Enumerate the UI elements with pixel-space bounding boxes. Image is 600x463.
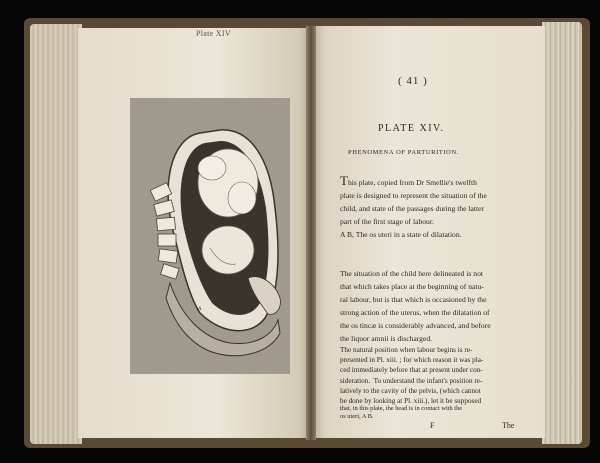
- intro-line: plate is designed to represent the situation of the: [340, 191, 487, 201]
- page-edges-right: [542, 22, 582, 444]
- para-line: latively to the cavity of the pelvis, (which cannot: [340, 386, 481, 395]
- paragraph-natural-position: [340, 345, 522, 406]
- intro-paragraph: [340, 173, 522, 241]
- para-line: be done by looking at Pl. xiii.), let it be supposed: [340, 397, 482, 406]
- para-line: os uteri, A B.: [340, 413, 374, 420]
- para-line: ral labour, but is that which is occasioned by the: [340, 295, 487, 305]
- label-b: B: [250, 307, 254, 312]
- signature-mark: F: [430, 421, 435, 430]
- intro-line: child, and state of the passages during the latter: [340, 204, 485, 214]
- para-line: The natural position when labour begins is re-: [340, 346, 473, 354]
- para-line: sideration. To understand the infant's position re-: [340, 376, 483, 385]
- label-a: A: [198, 307, 202, 312]
- page-number: ( 41 ): [398, 75, 428, 87]
- para-line: the liquor amnii is discharged.: [340, 334, 433, 344]
- fetus-arm: [228, 182, 256, 214]
- para-line: strong action of the uterus, when the dilatation of: [340, 308, 490, 318]
- intro-line: part of the first stage of labour.: [340, 217, 434, 227]
- para-line: ced immediately before that at present under con-: [340, 366, 483, 375]
- anatomical-plate-illustration: [130, 98, 290, 374]
- running-head: Plate XIV: [196, 29, 231, 38]
- para-line: that which takes place at the beginning of natu-: [340, 282, 484, 292]
- plate-subtitle: PHENOMENA OF PARTURITION.: [348, 149, 459, 156]
- paragraph-situation: [340, 267, 522, 346]
- page-edges-left: [30, 24, 82, 444]
- fetus-legs: [198, 156, 226, 180]
- catchword: The: [502, 421, 515, 430]
- drop-cap: T: [340, 173, 348, 188]
- fetus-head: [202, 226, 254, 274]
- para-line: The situation of the child here delineated is not: [340, 269, 483, 278]
- para-line: the os tincæ is considerably advanced, and before: [340, 321, 491, 331]
- para-line: that, in this plate, the head is in contact with the: [340, 405, 463, 412]
- para-line: presented in Pl. xiii. ; for which reason it was pla-: [340, 356, 484, 365]
- paragraph-natural-position-end: [340, 405, 490, 421]
- book-gutter: [306, 26, 316, 440]
- plate-engraving: [130, 98, 290, 374]
- plate-title: PLATE XIV.: [378, 123, 445, 134]
- intro-line: A B, The os uteri in a state of dilatation.: [340, 230, 462, 240]
- intro-line: his plate, copied from Dr Smellie's twelfth: [347, 178, 477, 187]
